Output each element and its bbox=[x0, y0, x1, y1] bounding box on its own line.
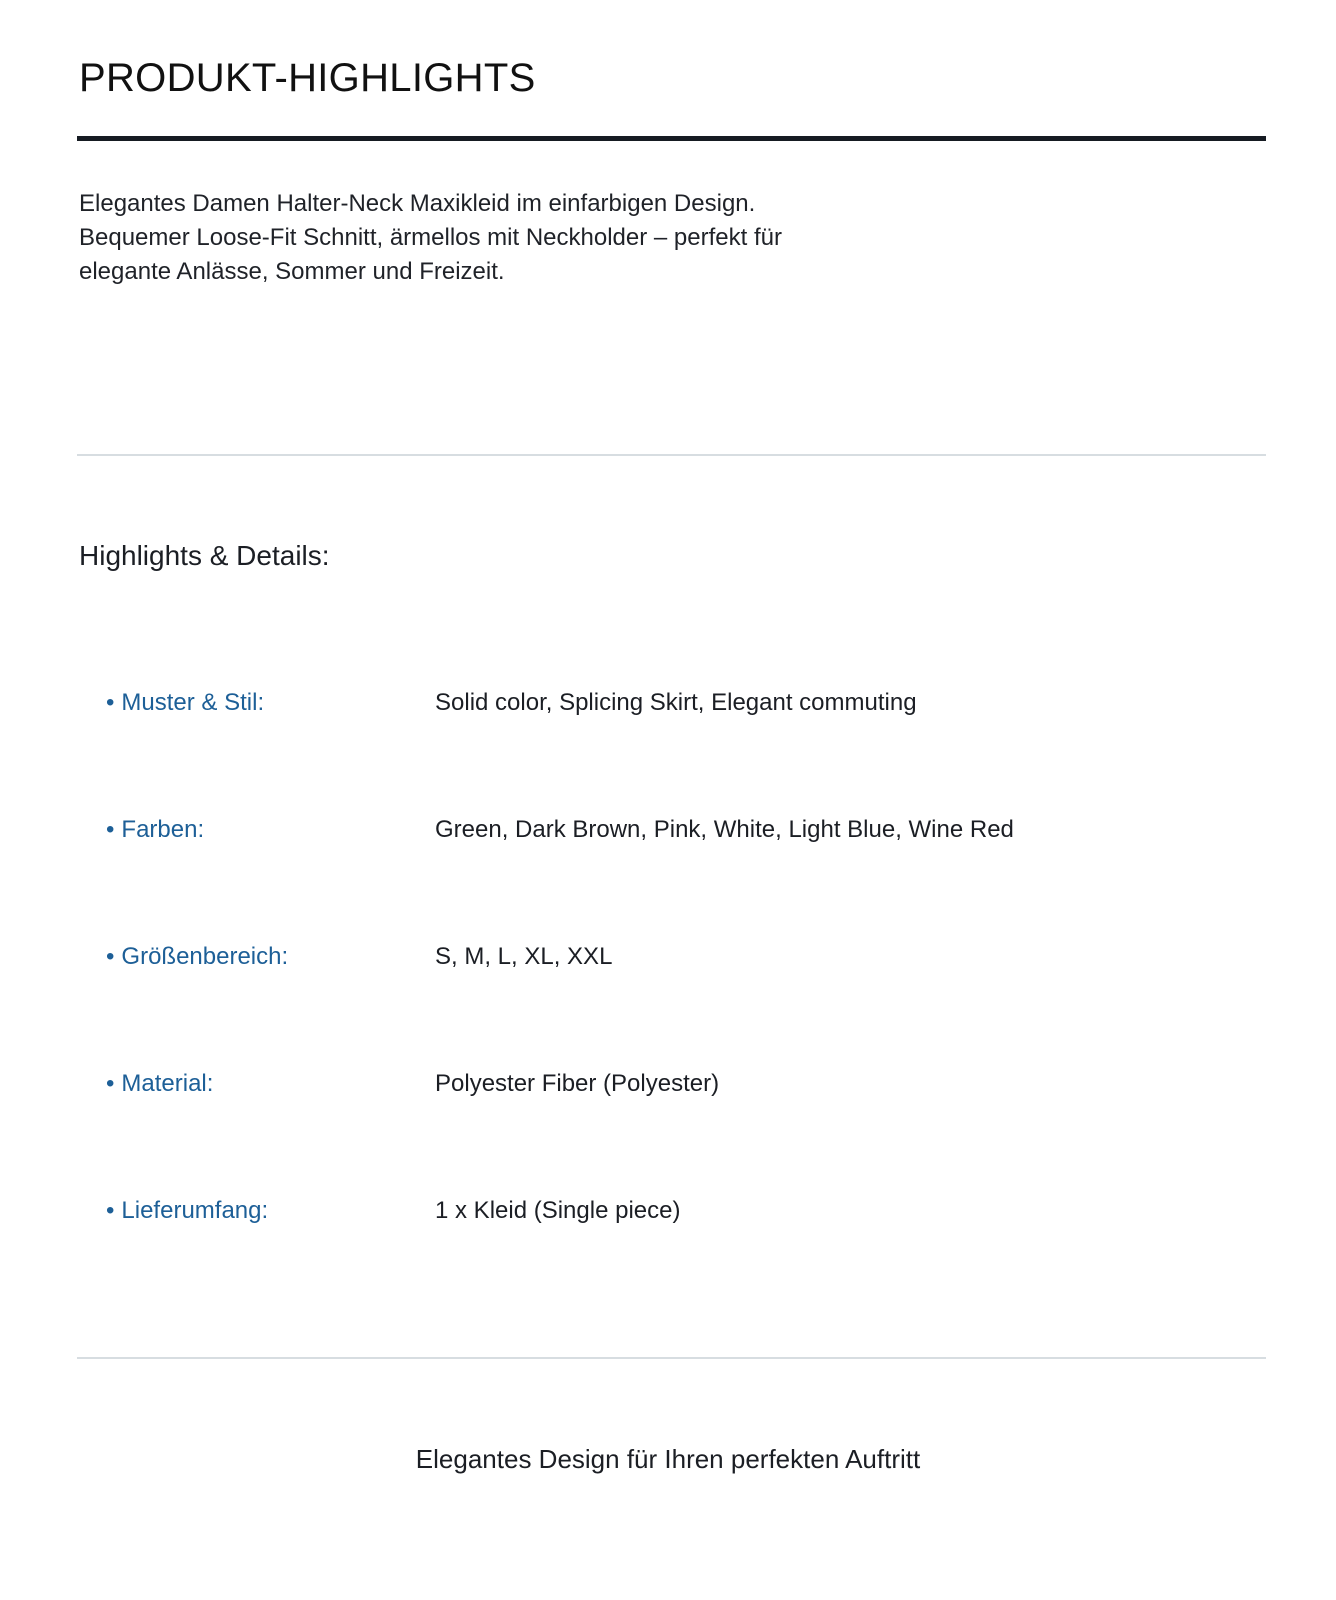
title-rule bbox=[77, 136, 1266, 141]
intro-line: elegante Anlässe, Sommer und Freizeit. bbox=[79, 258, 505, 285]
detail-row-groessenbereich bbox=[0, 939, 1336, 975]
details-heading: Highlights & Details: bbox=[79, 540, 330, 571]
detail-label bbox=[106, 1193, 268, 1229]
detail-label-text: Material: bbox=[121, 1070, 214, 1097]
detail-row-lieferumfang bbox=[0, 1193, 1336, 1229]
bullet-icon: • bbox=[106, 816, 115, 843]
detail-value: S, M, L, XL, XXL bbox=[435, 943, 613, 970]
bullet-icon: • bbox=[106, 1070, 115, 1097]
footer-tagline: Elegantes Design für Ihren perfekten Auftritt bbox=[415, 1444, 921, 1474]
detail-row-muster-stil bbox=[0, 685, 1336, 721]
detail-label bbox=[106, 685, 264, 721]
section-divider bbox=[77, 1357, 1266, 1359]
section-divider bbox=[77, 454, 1266, 456]
bullet-icon: • bbox=[106, 1197, 115, 1224]
detail-label-text: Lieferumfang: bbox=[121, 1197, 269, 1224]
page-title: PRODUKT-HIGHLIGHTS bbox=[79, 56, 536, 100]
detail-label bbox=[106, 939, 288, 975]
detail-label bbox=[106, 812, 204, 848]
detail-row-material bbox=[0, 1066, 1336, 1102]
detail-row-farben bbox=[0, 812, 1336, 848]
intro-line: Elegantes Damen Halter-Neck Maxikleid im einfarbigen Design. bbox=[79, 190, 756, 217]
bullet-icon: • bbox=[106, 943, 115, 970]
detail-value: Polyester Fiber (Polyester) bbox=[435, 1070, 720, 1097]
detail-value: Solid color, Splicing Skirt, Elegant commuting bbox=[435, 689, 917, 716]
intro-text bbox=[79, 187, 782, 289]
detail-value: Green, Dark Brown, Pink, White, Light Blue, Wine Red bbox=[435, 816, 1014, 843]
detail-label-text: Muster & Stil: bbox=[121, 689, 265, 716]
detail-value: 1 x Kleid (Single piece) bbox=[435, 1197, 681, 1224]
detail-label bbox=[106, 1066, 213, 1102]
detail-label-text: Farben: bbox=[121, 816, 205, 843]
intro-line: Bequemer Loose-Fit Schnitt, ärmellos mit Neckholder – perfekt für bbox=[79, 224, 782, 251]
detail-label-text: Größenbereich: bbox=[121, 943, 289, 970]
bullet-icon: • bbox=[106, 689, 115, 716]
